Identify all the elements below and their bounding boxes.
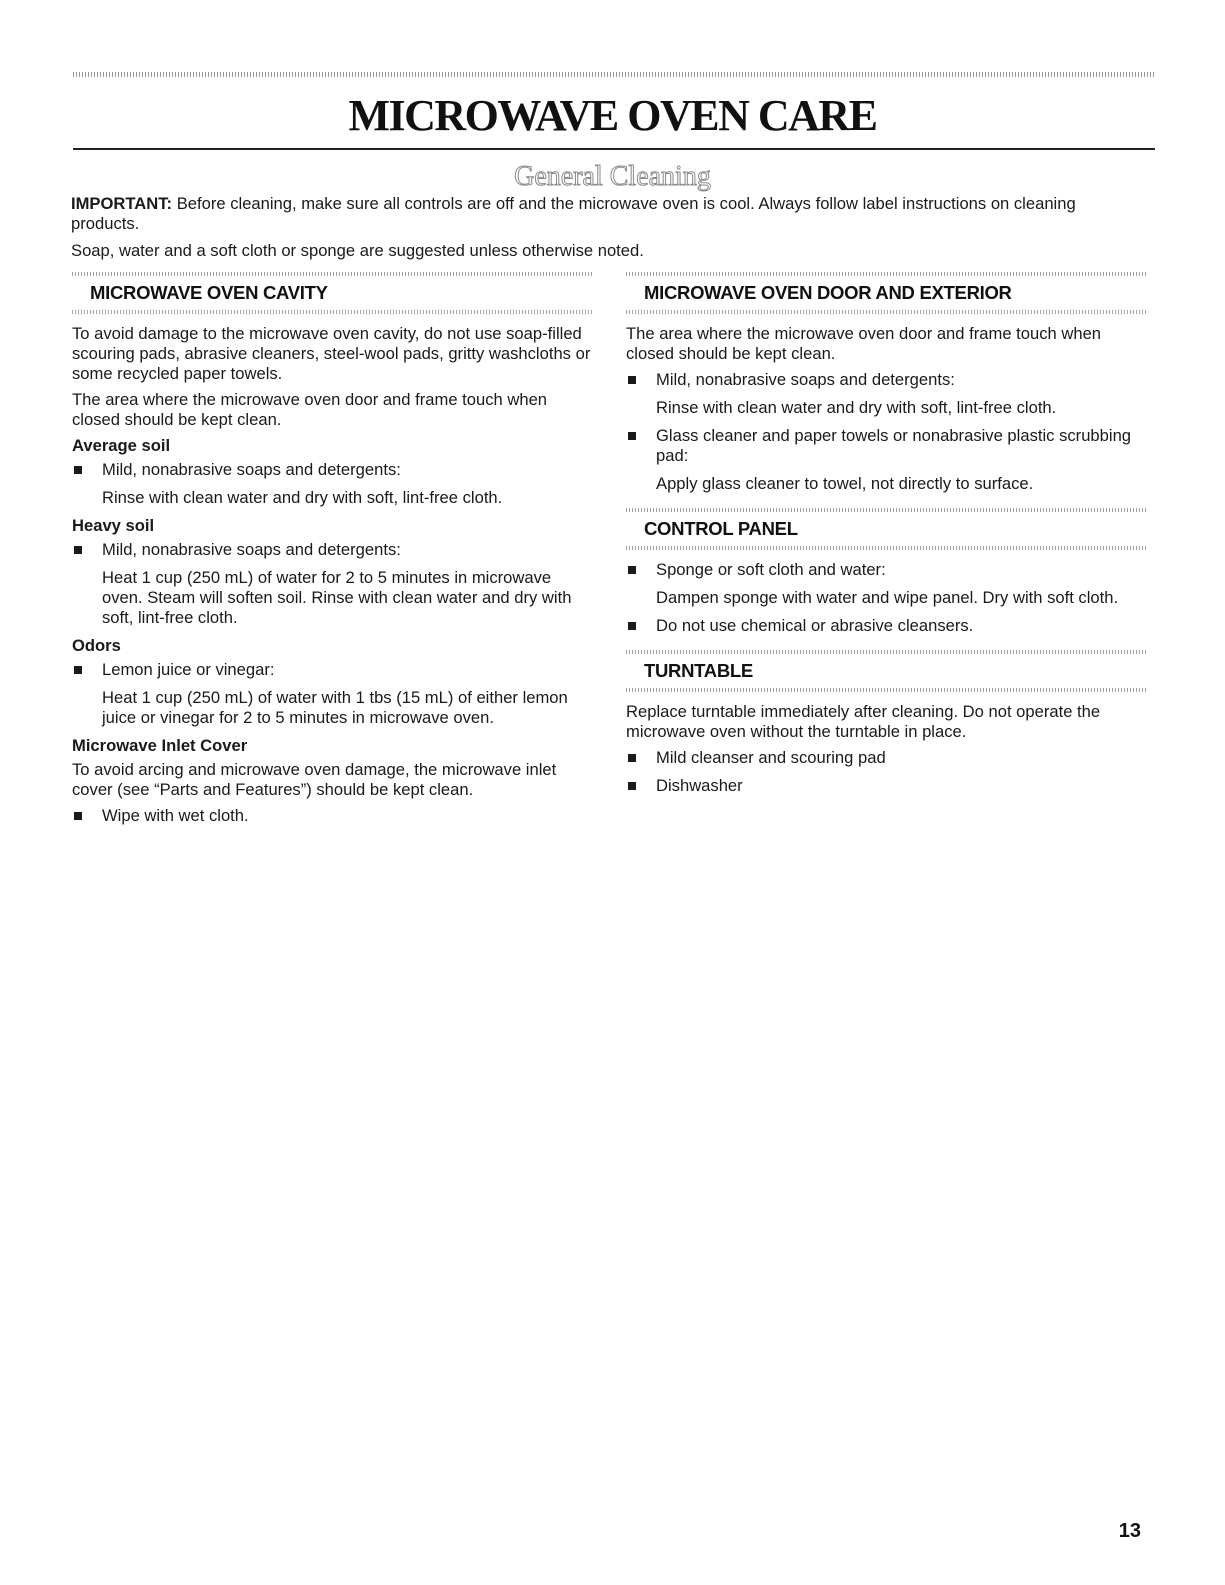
header-rule [72, 310, 594, 314]
cavity-paragraph: The area where the microwave oven door and frame touch when closed should be kept clean. [72, 390, 548, 429]
control-panel-instruction: Dampen sponge with water and wipe panel. Dry with soft cloth. [656, 588, 1119, 607]
page-number: 13 [1118, 1520, 1141, 1542]
header-rule [626, 310, 1148, 314]
heavy-soil-heading: Heavy soil [72, 516, 155, 535]
door-section-header [626, 272, 1148, 314]
turntable-heading: TURNTABLE [644, 660, 753, 681]
inlet-cover-heading: Microwave Inlet Cover [72, 736, 248, 755]
door-instruction: Rinse with clean water and dry with soft, lint-free cloth. [656, 398, 1057, 417]
turntable-bullet: Dishwasher [626, 776, 1148, 796]
odors-heading: Odors [72, 636, 121, 655]
cavity-paragraph: To avoid damage to the microwave oven cavity, do not use soap-filled scouring pads, abrasive cleaners, steel-wool pads, gritty washcloths or some recycled paper towels. [72, 324, 591, 383]
door-bullet: Glass cleaner and paper towels or nonabrasive plastic scrubbing pad: [626, 426, 1148, 466]
turntable-section-header [626, 650, 1148, 692]
header-rule [626, 546, 1148, 550]
header-rule [626, 272, 1148, 276]
title-rule [73, 148, 1155, 150]
turntable-bullet: Mild cleanser and scouring pad [626, 748, 1148, 768]
door-bullet: Mild, nonabrasive soaps and detergents: [626, 370, 1148, 390]
average-soil-bullet: Mild, nonabrasive soaps and detergents: [72, 460, 594, 480]
left-column [72, 272, 594, 834]
section-subtitle: General Cleaning [514, 161, 711, 192]
average-soil-instruction: Rinse with clean water and dry with soft, lint-free cloth. [102, 488, 503, 507]
inlet-cover-bullet: Wipe with wet cloth. [72, 806, 594, 826]
average-soil-heading: Average soil [72, 436, 171, 455]
control-panel-heading: CONTROL PANEL [644, 518, 798, 539]
door-paragraph: The area where the microwave oven door and frame touch when closed should be kept clean. [626, 324, 1102, 363]
header-rule [626, 688, 1148, 692]
control-panel-bullet: Do not use chemical or abrasive cleansers. [626, 616, 1148, 636]
odors-instruction: Heat 1 cup (250 mL) of water with 1 tbs (15 mL) of either lemon juice or vinegar for 2 to 5 minutes in microwave oven. [102, 688, 568, 727]
heavy-soil-instruction: Heat 1 cup (250 mL) of water for 2 to 5 minutes in microwave oven. Steam will soften soil. Rinse with clean water and dry with soft, lint-free cloth. [102, 568, 572, 627]
intro [71, 194, 1131, 268]
top-rule [73, 72, 1155, 77]
cavity-heading: MICROWAVE OVEN CAVITY [90, 282, 328, 303]
header-rule [626, 508, 1148, 512]
header-rule [72, 272, 594, 276]
page-title: MICROWAVE OVEN CARE [348, 91, 877, 140]
turntable-paragraph: Replace turntable immediately after cleaning. Do not operate the microwave oven without the turntable in place. [626, 702, 1101, 741]
control-panel-bullet: Sponge or soft cloth and water: [626, 560, 1148, 580]
important-label: IMPORTANT: [71, 194, 173, 213]
soap-note: Soap, water and a soft cloth or sponge are suggested unless otherwise noted. [71, 241, 644, 260]
right-column [626, 272, 1148, 804]
inlet-cover-text: To avoid arcing and microwave oven damage, the microwave inlet cover (see “Parts and Features”) should be kept clean. [72, 760, 557, 799]
door-heading: MICROWAVE OVEN DOOR AND EXTERIOR [644, 282, 1012, 303]
cavity-section-header [72, 272, 594, 314]
heavy-soil-bullet: Mild, nonabrasive soaps and detergents: [72, 540, 594, 560]
odors-bullet: Lemon juice or vinegar: [72, 660, 594, 680]
control-panel-section-header [626, 508, 1148, 550]
header-rule [626, 650, 1148, 654]
important-text: Before cleaning, make sure all controls are off and the microwave oven is cool. Always follow label instructions on cleaning products. [71, 194, 1076, 233]
important-note [71, 194, 1131, 234]
door-instruction: Apply glass cleaner to towel, not directly to surface. [656, 474, 1034, 493]
